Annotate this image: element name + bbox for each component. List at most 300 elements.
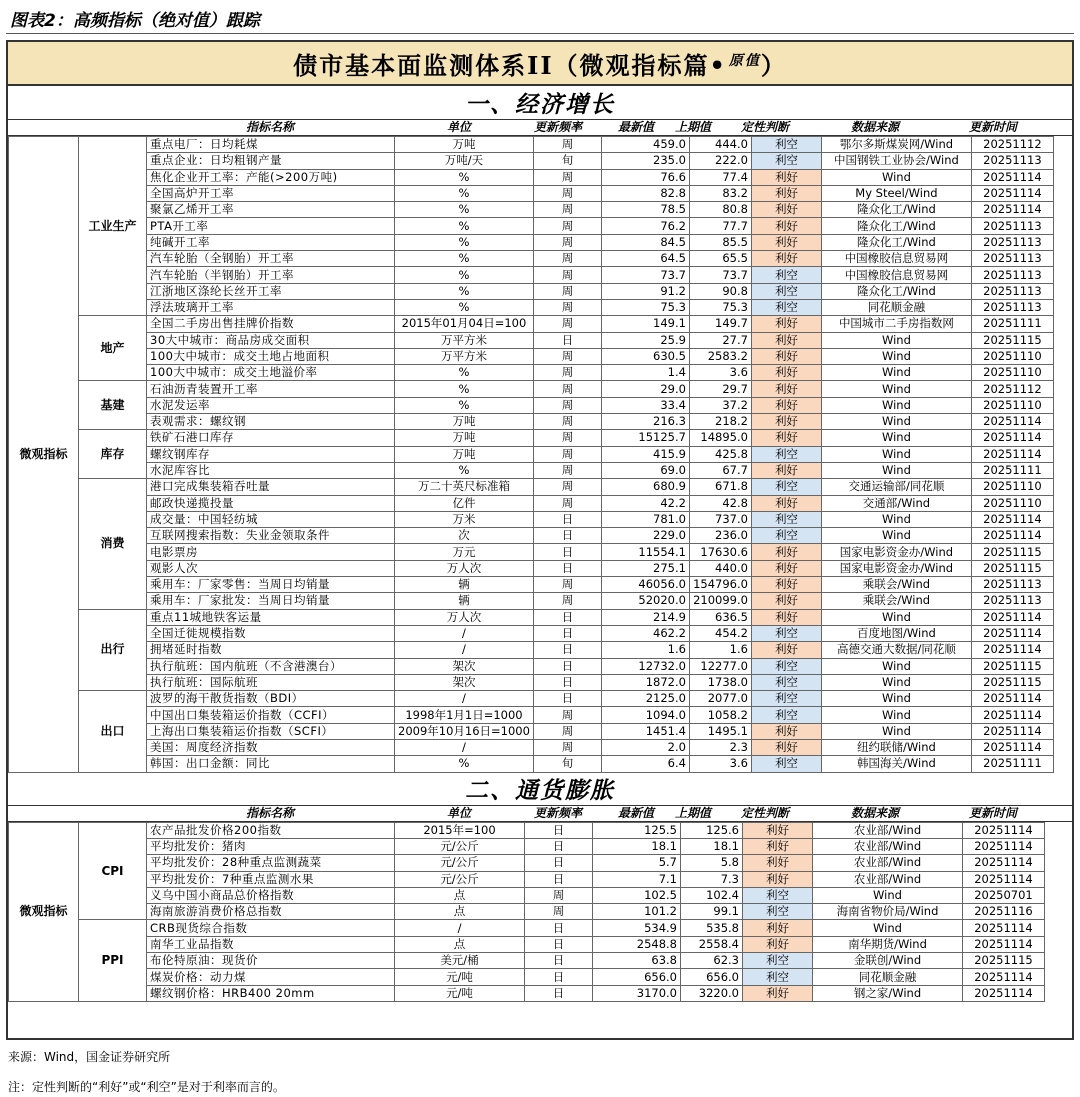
previous-value-cell: 425.8 xyxy=(689,446,751,462)
latest-value-cell: 84.5 xyxy=(601,234,689,250)
update-date-cell: 20251114 xyxy=(963,920,1045,936)
previous-value-cell: 65.5 xyxy=(689,251,751,267)
judgement-cell: 利好 xyxy=(751,462,821,478)
update-date-cell: 20251114 xyxy=(963,822,1045,838)
previous-value-cell: 99.1 xyxy=(681,904,743,920)
latest-value-cell: 235.0 xyxy=(601,153,689,169)
previous-value-cell: 5.8 xyxy=(681,855,743,871)
data-source-cell: Wind xyxy=(821,691,971,707)
frequency-cell: 周 xyxy=(533,430,601,446)
data-source-cell: 中国橡胶信息贸易网 xyxy=(821,251,971,267)
frequency-cell: 日 xyxy=(525,871,593,887)
frequency-cell: 日 xyxy=(533,642,601,658)
unit-cell: 元/公斤 xyxy=(395,871,525,887)
previous-value-cell: 18.1 xyxy=(681,838,743,854)
frequency-cell: 周 xyxy=(533,202,601,218)
update-date-cell: 20251113 xyxy=(971,593,1053,609)
previous-value-cell: 440.0 xyxy=(689,560,751,576)
latest-value-cell: 5.7 xyxy=(593,855,681,871)
update-date-cell: 20251115 xyxy=(971,544,1053,560)
frequency-cell: 周 xyxy=(533,316,601,332)
indicator-name-cell: 观影人次 xyxy=(147,560,395,576)
column-header-row xyxy=(8,806,1072,822)
judgement-cell: 利好 xyxy=(751,414,821,430)
latest-value-cell: 214.9 xyxy=(601,609,689,625)
indicator-table xyxy=(8,136,1054,773)
group-cell: 工业生产 xyxy=(79,137,147,316)
data-source-cell: 中国城市二手房指数网 xyxy=(821,316,971,332)
indicator-name-cell: 30大中城市：商品房成交面积 xyxy=(147,332,395,348)
judgement-cell: 利好 xyxy=(743,985,813,1001)
previous-value-cell: 1495.1 xyxy=(689,723,751,739)
unit-cell: % xyxy=(395,251,534,267)
previous-value-cell: 125.6 xyxy=(681,822,743,838)
indicator-name-cell: 重点电厂：日均耗煤 xyxy=(147,137,395,153)
previous-value-cell: 210099.0 xyxy=(689,593,751,609)
group-cell: 出行 xyxy=(79,609,147,690)
main-title-bar xyxy=(8,42,1072,86)
update-date-cell: 20251113 xyxy=(971,577,1053,593)
frequency-cell: 日 xyxy=(525,953,593,969)
column-header-row xyxy=(8,120,1072,136)
table-row xyxy=(9,707,1054,723)
table-row xyxy=(9,642,1054,658)
latest-value-cell: 64.5 xyxy=(601,251,689,267)
previous-value-cell: 222.0 xyxy=(689,153,751,169)
update-date-cell: 20251111 xyxy=(971,462,1053,478)
unit-cell: % xyxy=(395,365,534,381)
table-row xyxy=(9,674,1054,690)
table-row xyxy=(9,462,1054,478)
judgement-cell: 利好 xyxy=(751,348,821,364)
data-source-cell: Wind xyxy=(813,920,963,936)
table-row xyxy=(9,299,1054,315)
latest-value-cell: 125.5 xyxy=(593,822,681,838)
unit-cell: % xyxy=(395,169,534,185)
latest-value-cell: 1872.0 xyxy=(601,674,689,690)
update-date-cell: 20251112 xyxy=(971,137,1053,153)
update-date-cell: 20251114 xyxy=(971,202,1053,218)
latest-value-cell: 149.1 xyxy=(601,316,689,332)
column-header: 定性判断 xyxy=(740,805,789,820)
update-date-cell: 20251110 xyxy=(971,479,1053,495)
table-row xyxy=(9,511,1054,527)
table-row xyxy=(9,267,1054,283)
judgement-cell: 利好 xyxy=(751,593,821,609)
data-source-cell: 隆众化工/Wind xyxy=(821,202,971,218)
frequency-cell: 周 xyxy=(533,218,601,234)
judgement-cell: 利好 xyxy=(743,855,813,871)
table-row xyxy=(9,414,1054,430)
update-date-cell: 20251114 xyxy=(971,511,1053,527)
table-row xyxy=(9,822,1045,838)
update-date-cell: 20251114 xyxy=(963,985,1045,1001)
judgement-cell: 利好 xyxy=(743,822,813,838)
indicator-name-cell: 农产品批发价格200指数 xyxy=(147,822,395,838)
judgement-cell: 利好 xyxy=(743,838,813,854)
previous-value-cell: 2077.0 xyxy=(689,691,751,707)
frequency-cell: 旬 xyxy=(533,756,601,772)
judgement-cell: 利好 xyxy=(751,723,821,739)
latest-value-cell: 73.7 xyxy=(601,267,689,283)
data-source-cell: 隆众化工/Wind xyxy=(821,283,971,299)
unit-cell: / xyxy=(395,920,525,936)
unit-cell: 万米 xyxy=(395,511,534,527)
indicator-name-cell: 聚氯乙烯开工率 xyxy=(147,202,395,218)
previous-value-cell: 737.0 xyxy=(689,511,751,527)
judgement-cell: 利空 xyxy=(751,528,821,544)
category-cell: 微观指标 xyxy=(9,822,79,1001)
unit-cell: % xyxy=(395,299,534,315)
update-date-cell: 20251114 xyxy=(971,707,1053,723)
update-date-cell: 20251110 xyxy=(971,348,1053,364)
judgement-cell: 利好 xyxy=(751,642,821,658)
previous-value-cell: 7.3 xyxy=(681,871,743,887)
data-source-cell: Wind xyxy=(821,609,971,625)
update-date-cell: 20251114 xyxy=(971,185,1053,201)
data-source-cell: Wind xyxy=(821,674,971,690)
monitor-table-frame xyxy=(6,40,1074,1040)
column-header: 数据来源 xyxy=(850,805,899,820)
latest-value-cell: 1.6 xyxy=(601,642,689,658)
frequency-cell: 周 xyxy=(533,283,601,299)
unit-cell: 万平方米 xyxy=(395,348,534,364)
data-source-cell: 高德交通大数据/同花顺 xyxy=(821,642,971,658)
data-source-cell: Wind xyxy=(821,511,971,527)
judgement-cell: 利空 xyxy=(751,283,821,299)
unit-cell: 辆 xyxy=(395,577,534,593)
latest-value-cell: 656.0 xyxy=(593,969,681,985)
latest-value-cell: 63.8 xyxy=(593,953,681,969)
frequency-cell: 周 xyxy=(533,251,601,267)
indicator-name-cell: 重点11城地铁客运量 xyxy=(147,609,395,625)
previous-value-cell: 83.2 xyxy=(689,185,751,201)
data-source-cell: Wind xyxy=(821,348,971,364)
latest-value-cell: 91.2 xyxy=(601,283,689,299)
frequency-cell: 日 xyxy=(533,332,601,348)
indicator-name-cell: 义乌中国小商品总价格指数 xyxy=(147,887,395,903)
table-row xyxy=(9,251,1054,267)
indicator-name-cell: 执行航班：国际航班 xyxy=(147,674,395,690)
update-date-cell: 20251114 xyxy=(971,723,1053,739)
table-row xyxy=(9,723,1054,739)
indicator-name-cell: 平均批发价：猪肉 xyxy=(147,838,395,854)
judgement-cell: 利好 xyxy=(743,920,813,936)
table-row xyxy=(9,969,1045,985)
latest-value-cell: 6.4 xyxy=(601,756,689,772)
table-row xyxy=(9,904,1045,920)
table-row xyxy=(9,609,1054,625)
indicator-name-cell: 上海出口集装箱运价指数（SCFI） xyxy=(147,723,395,739)
indicator-name-cell: 乘用车：厂家零售：当周日均销量 xyxy=(147,577,395,593)
update-date-cell: 20251114 xyxy=(971,414,1053,430)
column-header: 更新频率 xyxy=(533,805,582,820)
frequency-cell: 周 xyxy=(533,169,601,185)
frequency-cell: 周 xyxy=(533,707,601,723)
latest-value-cell: 52020.0 xyxy=(601,593,689,609)
judgement-cell: 利空 xyxy=(751,299,821,315)
indicator-name-cell: 100大中城市：成交土地溢价率 xyxy=(147,365,395,381)
table-row xyxy=(9,234,1054,250)
column-header: 单位 xyxy=(446,805,471,820)
unit-cell: 万吨 xyxy=(395,414,534,430)
column-header: 上期值 xyxy=(674,120,711,134)
latest-value-cell: 229.0 xyxy=(601,528,689,544)
judgement-cell: 利好 xyxy=(743,871,813,887)
column-header: 更新频率 xyxy=(533,120,582,134)
update-date-cell: 20251113 xyxy=(971,299,1053,315)
judgement-cell: 利空 xyxy=(743,904,813,920)
frequency-cell: 周 xyxy=(533,577,601,593)
unit-cell: 万吨 xyxy=(395,446,534,462)
judgement-cell: 利空 xyxy=(751,479,821,495)
table-row xyxy=(9,625,1054,641)
data-source-cell: 同花顺金融 xyxy=(813,969,963,985)
column-header: 更新时间 xyxy=(968,120,1017,134)
main-title-superscript: 原值 xyxy=(728,52,761,69)
table-row xyxy=(9,936,1045,952)
update-date-cell: 20251115 xyxy=(971,560,1053,576)
previous-value-cell: 17630.6 xyxy=(689,544,751,560)
update-date-cell: 20251113 xyxy=(971,251,1053,267)
table-row xyxy=(9,953,1045,969)
latest-value-cell: 680.9 xyxy=(601,479,689,495)
previous-value-cell: 2558.4 xyxy=(681,936,743,952)
judgement-cell: 利空 xyxy=(743,969,813,985)
table-row xyxy=(9,218,1054,234)
update-date-cell: 20251110 xyxy=(971,365,1053,381)
data-source-cell: 国家电影资金办/Wind xyxy=(821,544,971,560)
latest-value-cell: 459.0 xyxy=(601,137,689,153)
judgement-cell: 利空 xyxy=(751,707,821,723)
table-row xyxy=(9,887,1045,903)
indicator-name-cell: 韩国：出口金额：同比 xyxy=(147,756,395,772)
judgement-cell: 利好 xyxy=(751,316,821,332)
previous-value-cell: 27.7 xyxy=(689,332,751,348)
data-source-cell: 鄂尔多斯煤炭网/Wind xyxy=(821,137,971,153)
table-row xyxy=(9,479,1054,495)
column-header: 更新时间 xyxy=(968,805,1017,820)
data-source-cell: Wind xyxy=(821,707,971,723)
table-row xyxy=(9,430,1054,446)
table-row xyxy=(9,316,1054,332)
frequency-cell: 周 xyxy=(533,739,601,755)
source-note: 来源：Wind，国金证券研究所 xyxy=(8,1050,171,1064)
table-row xyxy=(9,137,1054,153)
column-header: 指标名称 xyxy=(245,120,294,134)
latest-value-cell: 1451.4 xyxy=(601,723,689,739)
data-source-cell: 纽约联储/Wind xyxy=(821,739,971,755)
data-source-cell: Wind xyxy=(821,414,971,430)
indicator-name-cell: 成交量：中国轻纺城 xyxy=(147,511,395,527)
previous-value-cell: 454.2 xyxy=(689,625,751,641)
unit-cell: 点 xyxy=(395,887,525,903)
latest-value-cell: 2125.0 xyxy=(601,691,689,707)
footnote: 注：定性判断的“利好”或“利空”是对于利率而言的。 xyxy=(8,1080,285,1094)
latest-value-cell: 630.5 xyxy=(601,348,689,364)
data-source-cell: Wind xyxy=(821,658,971,674)
latest-value-cell: 11554.1 xyxy=(601,544,689,560)
data-source-cell: Wind xyxy=(821,365,971,381)
frequency-cell: 周 xyxy=(533,397,601,413)
unit-cell: 万吨 xyxy=(395,137,534,153)
latest-value-cell: 42.2 xyxy=(601,495,689,511)
main-title: 债市基本面监测体系II（微观指标篇• $^{原值}$） xyxy=(293,50,787,80)
judgement-cell: 利空 xyxy=(751,446,821,462)
unit-cell: % xyxy=(395,202,534,218)
frequency-cell: 日 xyxy=(525,969,593,985)
unit-cell: 架次 xyxy=(395,674,534,690)
latest-value-cell: 1094.0 xyxy=(601,707,689,723)
update-date-cell: 20251114 xyxy=(963,969,1045,985)
unit-cell: / xyxy=(395,691,534,707)
table-row xyxy=(9,169,1054,185)
latest-value-cell: 82.8 xyxy=(601,185,689,201)
title-divider xyxy=(6,33,1074,34)
column-header: 单位 xyxy=(446,120,471,134)
data-source-cell: 交通运输部/同花顺 xyxy=(821,479,971,495)
frequency-cell: 日 xyxy=(533,511,601,527)
unit-cell: 万平方米 xyxy=(395,332,534,348)
section-title: 一、经济增长 xyxy=(8,86,1072,120)
frequency-cell: 日 xyxy=(533,528,601,544)
judgement-cell: 利空 xyxy=(751,625,821,641)
judgement-cell: 利空 xyxy=(751,674,821,690)
table-row xyxy=(9,544,1054,560)
latest-value-cell: 2548.8 xyxy=(593,936,681,952)
indicator-name-cell: 平均批发价：7种重点监测水果 xyxy=(147,871,395,887)
data-source-cell: 隆众化工/Wind xyxy=(821,234,971,250)
judgement-cell: 利好 xyxy=(751,185,821,201)
update-date-cell: 20251113 xyxy=(971,283,1053,299)
latest-value-cell: 2.0 xyxy=(601,739,689,755)
previous-value-cell: 154796.0 xyxy=(689,577,751,593)
indicator-name-cell: 乘用车：厂家批发：当周日均销量 xyxy=(147,593,395,609)
previous-value-cell: 73.7 xyxy=(689,267,751,283)
update-date-cell: 20251113 xyxy=(971,218,1053,234)
table-row xyxy=(9,528,1054,544)
latest-value-cell: 29.0 xyxy=(601,381,689,397)
data-source-cell: 农业部/Wind xyxy=(813,871,963,887)
frequency-cell: 日 xyxy=(533,609,601,625)
frequency-cell: 日 xyxy=(533,674,601,690)
data-source-cell: 百度地图/Wind xyxy=(821,625,971,641)
table-row xyxy=(9,185,1054,201)
update-date-cell: 20251113 xyxy=(971,153,1053,169)
indicator-name-cell: 互联网搜索指数：失业金领取条件 xyxy=(147,528,395,544)
frequency-cell: 周 xyxy=(533,137,601,153)
indicator-name-cell: 焦化企业开工率：产能(>200万吨) xyxy=(147,169,395,185)
data-source-cell: My Steel/Wind xyxy=(821,185,971,201)
latest-value-cell: 7.1 xyxy=(593,871,681,887)
update-date-cell: 20251115 xyxy=(971,332,1053,348)
update-date-cell: 20251114 xyxy=(971,446,1053,462)
indicator-name-cell: 中国出口集装箱运价指数（CCFI） xyxy=(147,707,395,723)
data-source-cell: Wind xyxy=(821,397,971,413)
latest-value-cell: 1.4 xyxy=(601,365,689,381)
unit-cell: 元/吨 xyxy=(395,969,525,985)
judgement-cell: 利空 xyxy=(751,756,821,772)
judgement-cell: 利空 xyxy=(751,153,821,169)
column-header: 最新值 xyxy=(617,120,654,134)
data-source-cell: 农业部/Wind xyxy=(813,822,963,838)
frequency-cell: 日 xyxy=(525,936,593,952)
table-row xyxy=(9,739,1054,755)
latest-value-cell: 102.5 xyxy=(593,887,681,903)
data-source-cell: Wind xyxy=(821,381,971,397)
data-source-cell: 南华期货/Wind xyxy=(813,936,963,952)
group-cell: 基建 xyxy=(79,381,147,430)
update-date-cell: 20251114 xyxy=(971,609,1053,625)
indicator-name-cell: 海南旅游消费价格总指数 xyxy=(147,904,395,920)
previous-value-cell: 90.8 xyxy=(689,283,751,299)
group-cell: 地产 xyxy=(79,316,147,381)
figure-title: 图表2：高频指标（绝对值）跟踪 xyxy=(10,11,260,31)
unit-cell: / xyxy=(395,625,534,641)
frequency-cell: 周 xyxy=(533,365,601,381)
previous-value-cell: 218.2 xyxy=(689,414,751,430)
latest-value-cell: 462.2 xyxy=(601,625,689,641)
previous-value-cell: 535.8 xyxy=(681,920,743,936)
unit-cell: 元/公斤 xyxy=(395,855,525,871)
section-title: 二、通货膨胀 xyxy=(8,772,1072,806)
data-source-cell: 交通部/Wind xyxy=(821,495,971,511)
table-row xyxy=(9,985,1045,1001)
previous-value-cell: 77.7 xyxy=(689,218,751,234)
indicator-name-cell: 美国：周度经济指数 xyxy=(147,739,395,755)
group-cell: CPI xyxy=(79,822,147,920)
indicator-name-cell: 纯碱开工率 xyxy=(147,234,395,250)
indicator-name-cell: 100大中城市：成交土地占地面积 xyxy=(147,348,395,364)
indicator-name-cell: 螺纹钢价格：HRB400 20mm xyxy=(147,985,395,1001)
indicator-name-cell: 汽车轮胎（半钢胎）开工率 xyxy=(147,267,395,283)
table-row xyxy=(9,446,1054,462)
update-date-cell: 20251114 xyxy=(971,430,1053,446)
update-date-cell: 20251113 xyxy=(971,267,1053,283)
previous-value-cell: 149.7 xyxy=(689,316,751,332)
indicator-name-cell: 布伦特原油：现货价 xyxy=(147,953,395,969)
latest-value-cell: 275.1 xyxy=(601,560,689,576)
data-source-cell: 农业部/Wind xyxy=(813,838,963,854)
data-source-cell: 海南省物价局/Wind xyxy=(813,904,963,920)
column-header: 数据来源 xyxy=(850,120,899,134)
column-header: 上期值 xyxy=(674,805,711,820)
indicator-name-cell: 浮法玻璃开工率 xyxy=(147,299,395,315)
data-source-cell: 中国钢铁工业协会/Wind xyxy=(821,153,971,169)
column-header: 最新值 xyxy=(617,805,654,820)
previous-value-cell: 77.4 xyxy=(689,169,751,185)
frequency-cell: 日 xyxy=(525,985,593,1001)
frequency-cell: 周 xyxy=(533,593,601,609)
update-date-cell: 20251114 xyxy=(963,838,1045,854)
indicator-name-cell: 电影票房 xyxy=(147,544,395,560)
data-source-cell: 钢之家/Wind xyxy=(813,985,963,1001)
judgement-cell: 利好 xyxy=(751,495,821,511)
indicator-name-cell: 铁矿石港口库存 xyxy=(147,430,395,446)
frequency-cell: 周 xyxy=(533,723,601,739)
update-date-cell: 20251110 xyxy=(971,495,1053,511)
unit-cell: % xyxy=(395,185,534,201)
previous-value-cell: 444.0 xyxy=(689,137,751,153)
latest-value-cell: 3170.0 xyxy=(593,985,681,1001)
frequency-cell: 日 xyxy=(525,822,593,838)
update-date-cell: 20251114 xyxy=(971,528,1053,544)
previous-value-cell: 1738.0 xyxy=(689,674,751,690)
unit-cell: % xyxy=(395,218,534,234)
data-source-cell: 农业部/Wind xyxy=(813,855,963,871)
update-date-cell: 20251114 xyxy=(971,625,1053,641)
table-row xyxy=(9,332,1054,348)
